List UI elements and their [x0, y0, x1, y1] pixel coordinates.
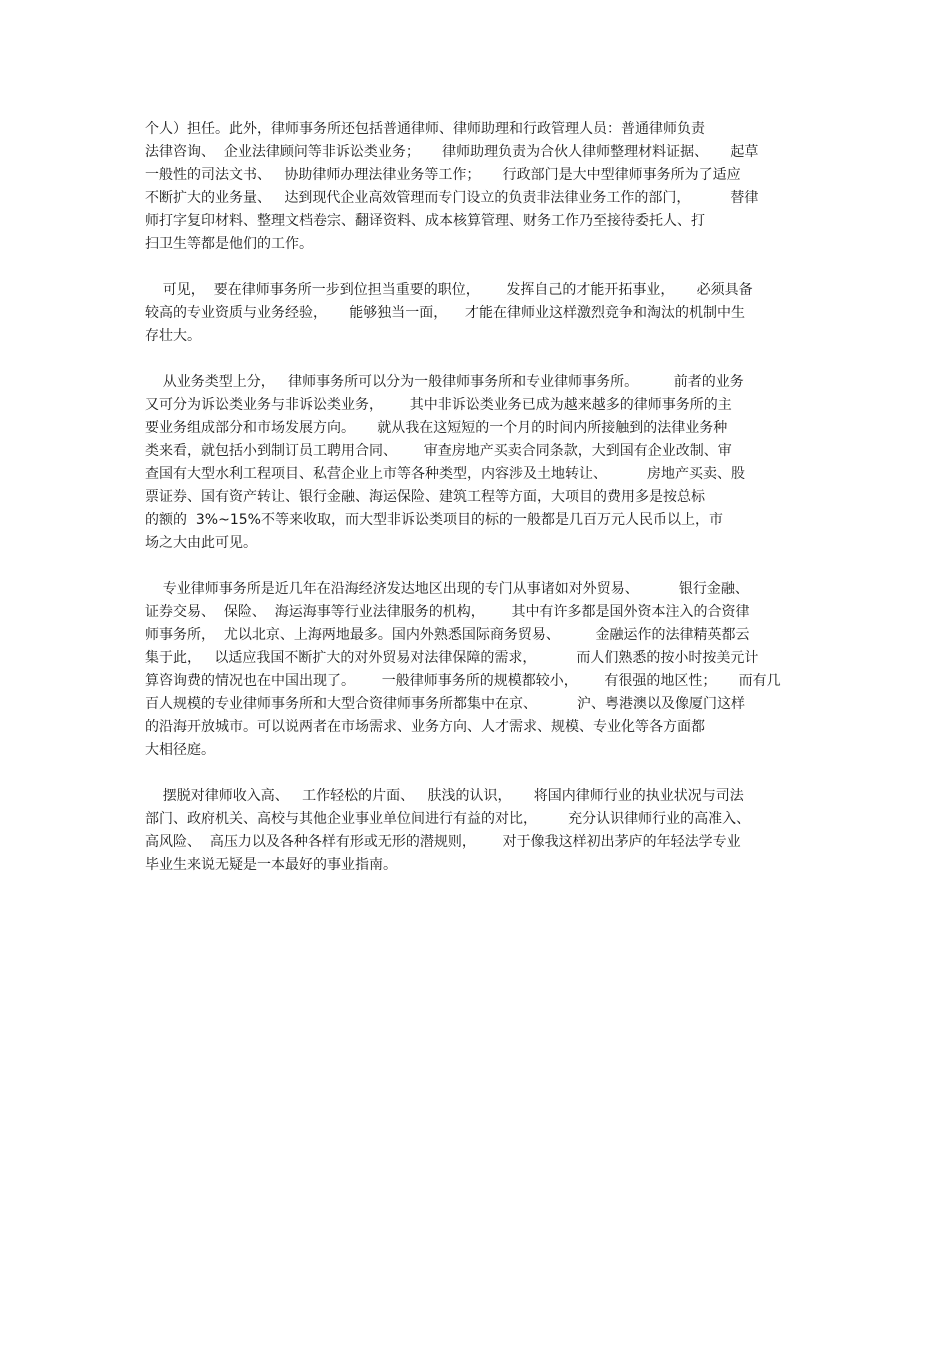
text-line: 法律咨询、 企业法律顾问等非诉讼类业务； 律师助理负责为合伙人律师整理材料证据、 起草	[145, 144, 759, 160]
text-line: 扫卫生等都是他们的工作。	[145, 236, 313, 252]
text-line: 从业务类型上分， 律师事务所可以分为一般律师事务所和专业律师事务所。 前者的业务	[145, 374, 744, 390]
text-line: 不断扩大的业务量、 达到现代企业高效管理而专门设立的负责非法律业务工作的部门， 替律	[145, 190, 759, 206]
text-line: 场之大由此可见。	[145, 535, 257, 551]
text-line: 可见， 要在律师事务所一步到位担当重要的职位， 发挥自己的才能开拓事业， 必须具备	[145, 282, 753, 298]
text-line: 个人）担任。此外，律师事务所还包括普通律师、律师助理和行政管理人员：普通律师负责	[145, 121, 705, 137]
paragraph-1	[145, 118, 825, 256]
text-line: 百人规模的专业律师事务所和大型合资律师事务所都集中在京、 沪、粤港澳以及像厦门这样	[145, 696, 746, 712]
text-line: 类来看，就包括小到制订员工聘用合同、 审查房地产买卖合同条款，大到国有企业改制、审	[145, 443, 732, 459]
text-line: 师打字复印材料、整理文档卷宗、翻译资料、成本核算管理、财务工作乃至接待委托人、打	[145, 213, 705, 229]
paragraph-2	[145, 279, 825, 348]
text-line: 部门、政府机关、高校与其他企业事业单位间进行有益的对比， 充分认识律师行业的高准入、	[145, 811, 751, 827]
text-line: 存壮大。	[145, 328, 201, 344]
paragraph-4	[145, 578, 825, 762]
text-line: 又可分为诉讼类业务与非诉讼类业务， 其中非诉讼类业务已成为越来越多的律师事务所的主	[145, 397, 732, 413]
text-line: 算咨询费的情况也在中国出现了。 一般律师事务所的规模都较小， 有很强的地区性； 而有几	[145, 673, 781, 689]
paragraph-3	[145, 371, 825, 555]
text-line: 票证券、国有资产转让、银行金融、海运保险、建筑工程等方面，大项目的费用多是按总标	[145, 489, 705, 505]
text-line: 大相径庭。	[145, 742, 215, 758]
text-line: 师事务所， 尤以北京、上海两地最多。国内外熟悉国际商务贸易、 金融运作的法律精英都云	[145, 627, 750, 643]
text-line: 高风险、 高压力以及各种各样有形或无形的潜规则， 对于像我这样初出茅庐的年轻法学专业	[145, 834, 741, 850]
text-line: 集于此， 以适应我国不断扩大的对外贸易对法律保障的需求， 而人们熟悉的按小时按美元计	[145, 650, 759, 666]
text-line: 毕业生来说无疑是一本最好的事业指南。	[145, 857, 397, 873]
text-line: 专业律师事务所是近几年在沿海经济发达地区出现的专门从事诸如对外贸易、 银行金融、	[145, 581, 749, 597]
text-line: 一般性的司法文书、 协助律师办理法律业务等工作； 行政部门是大中型律师事务所为了适应	[145, 167, 741, 183]
document-body	[145, 118, 825, 900]
paragraph-5	[145, 785, 825, 877]
text-line: 的额的 3%~15%不等来收取，而大型非诉讼类项目的标的一般都是几百万元人民币以上，市	[145, 512, 723, 528]
text-line: 要业务组成部分和市场发展方向。 就从我在这短短的一个月的时间内所接触到的法律业务种	[145, 420, 728, 436]
text-line: 的沿海开放城市。可以说两者在市场需求、业务方向、人才需求、规模、专业化等各方面都	[145, 719, 705, 735]
text-line: 查国有大型水利工程项目、私营企业上市等各种类型，内容涉及土地转让、 房地产买卖、股	[145, 466, 746, 482]
text-line: 摆脱对律师收入高、 工作轻松的片面、 肤浅的认识， 将国内律师行业的执业状况与司法	[145, 788, 744, 804]
text-line: 证券交易、 保险、 海运海事等行业法律服务的机构， 其中有许多都是国外资本注入的合资律	[145, 604, 750, 620]
text-line: 较高的专业资质与业务经验， 能够独当一面， 才能在律师业这样激烈竞争和淘汰的机制中生	[145, 305, 746, 321]
